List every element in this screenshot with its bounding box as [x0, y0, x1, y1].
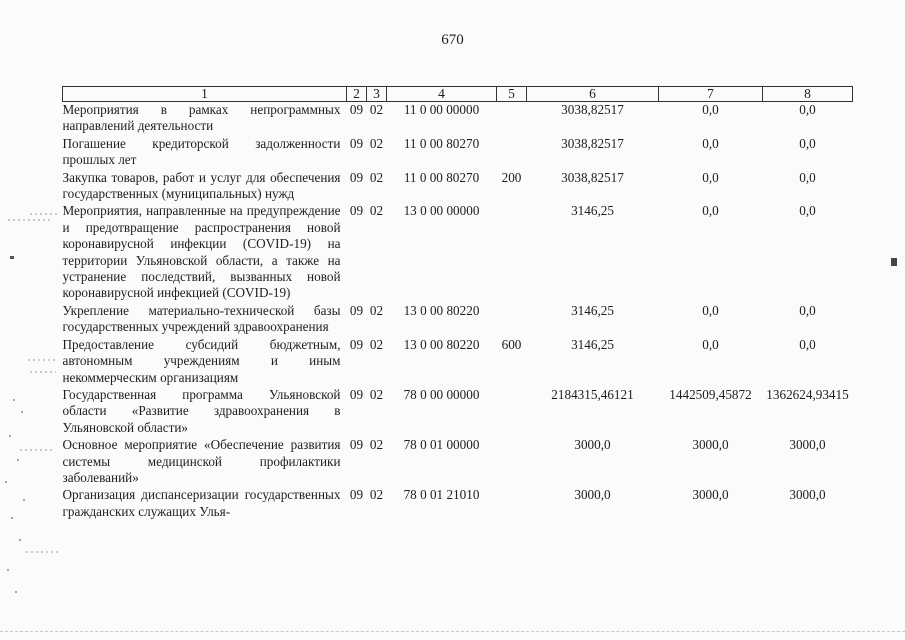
- cell-c6: 3000,0: [574, 487, 611, 503]
- cell-c8: 0,0: [799, 302, 816, 318]
- row-description: Основное мероприятие «Обеспечение развития системы медицинской профилактики заболеваний»: [62, 437, 341, 485]
- cell-c3: 02: [369, 203, 384, 219]
- column-header: 5: [497, 87, 527, 102]
- cell-c8: 0,0: [799, 203, 816, 219]
- row-description: Мероприятия, направленные на предупреждение и предотвращение распространения новой коронавирусной инфекции (COVID-19) на территории Ульяновской области, а также на устранение последствий, вызванных новой коронавирусной инфекцией (COVID-19): [62, 203, 341, 301]
- cell-c5: 200: [501, 169, 522, 185]
- row-description: Закупка товаров, работ и услуг для обеспечения государственных (муниципальных) нужд: [62, 169, 341, 202]
- scan-artifact-bottom: [0, 631, 905, 634]
- scan-artifact-left: [0, 200, 60, 620]
- page-number: 670: [441, 32, 464, 48]
- cell-c3: 02: [369, 437, 384, 453]
- cell-c2: 09: [349, 336, 364, 352]
- cell-c8: 1362624,93415: [766, 386, 849, 402]
- cell-c2: 09: [349, 302, 364, 318]
- cell-c7: 0,0: [702, 102, 719, 117]
- cell-c6: 3146,25: [571, 203, 614, 219]
- cell-c2: 09: [349, 487, 364, 503]
- cell-c5: [497, 136, 527, 170]
- row-description: Организация диспансеризации государственных гражданских служащих Улья-: [62, 487, 341, 519]
- cell-c5: [497, 437, 527, 487]
- row-description: Государственная программа Ульяновской области «Развитие здравоохранения в Ульяновской области»: [62, 386, 341, 435]
- row-description: Предоставление субсидий бюджетным, автономным учреждениям и иным некоммерческим организациям: [62, 336, 341, 385]
- cell-c6: 3038,82517: [561, 135, 624, 151]
- column-header: 1: [63, 87, 347, 102]
- cell-c4: 13 0 00 00000: [403, 203, 480, 219]
- cell-c6: 3038,82517: [561, 169, 624, 185]
- cell-c8: 0,0: [799, 169, 816, 185]
- cell-c2: 09: [349, 203, 364, 219]
- cell-c7: 0,0: [702, 336, 719, 352]
- cell-c7: 0,0: [702, 302, 719, 318]
- column-header: 2: [347, 87, 367, 102]
- cell-c5: [497, 303, 527, 337]
- cell-c8: 0,0: [799, 336, 816, 352]
- row-description: Укрепление материально-технической базы государственных учреждений здравоохранения: [62, 302, 341, 335]
- cell-c2: 09: [349, 135, 364, 151]
- table-row: [63, 387, 853, 437]
- table-row: [63, 303, 853, 337]
- cell-c7: 3000,0: [692, 437, 729, 453]
- cell-c7: 0,0: [702, 135, 719, 151]
- cell-c5: [497, 387, 527, 437]
- cell-c4: 11 0 00 00000: [403, 102, 480, 117]
- cell-c4: 13 0 00 80220: [403, 302, 480, 318]
- cell-c3: 02: [369, 487, 384, 503]
- table-row: [63, 487, 853, 521]
- cell-c2: 09: [349, 169, 364, 185]
- cell-c3: 02: [369, 302, 384, 318]
- cell-c4: 11 0 00 80270: [403, 135, 480, 151]
- cell-c4: 13 0 00 80220: [403, 336, 480, 352]
- cell-c6: 3038,82517: [561, 102, 624, 117]
- cell-c6: 3000,0: [574, 437, 611, 453]
- cell-c7: 3000,0: [692, 487, 729, 503]
- row-description: Погашение кредиторской задолженности прошлых лет: [62, 135, 341, 168]
- column-header: 4: [387, 87, 497, 102]
- cell-c5: [497, 487, 527, 521]
- cell-c8: 3000,0: [789, 437, 826, 453]
- column-header: 3: [367, 87, 387, 102]
- cell-c6: 3146,25: [571, 336, 614, 352]
- cell-c6: 2184315,46121: [551, 386, 634, 402]
- cell-c3: 02: [369, 135, 384, 151]
- cell-c8: 3000,0: [789, 487, 826, 503]
- header-row: [63, 87, 853, 102]
- cell-c7: 1442509,45872: [669, 386, 752, 402]
- row-description: Мероприятия в рамках непрограммных направлений деятельности: [62, 102, 341, 134]
- cell-c3: 02: [369, 336, 384, 352]
- cell-c7: 0,0: [702, 203, 719, 219]
- cell-c5: [497, 203, 527, 302]
- table-row: [63, 203, 853, 302]
- table-body: [63, 102, 853, 522]
- cell-c5: [497, 102, 527, 136]
- cell-c2: 09: [349, 386, 364, 402]
- column-header: 8: [763, 87, 853, 102]
- cell-c3: 02: [369, 386, 384, 402]
- cell-c7: 0,0: [702, 169, 719, 185]
- cell-c6: 3146,25: [571, 302, 614, 318]
- table-row: [63, 102, 853, 136]
- cell-c8: 0,0: [799, 102, 816, 117]
- cell-c3: 02: [369, 102, 384, 117]
- column-header: 7: [659, 87, 763, 102]
- cell-c5: 600: [501, 336, 522, 352]
- cell-c2: 09: [349, 102, 364, 117]
- cell-c4: 78 0 01 21010: [403, 487, 480, 503]
- cell-c4: 78 0 01 00000: [403, 437, 480, 453]
- cell-c2: 09: [349, 437, 364, 453]
- cell-c3: 02: [369, 169, 384, 185]
- column-header: 6: [527, 87, 659, 102]
- table-row: [63, 136, 853, 170]
- cell-c4: 11 0 00 80270: [403, 169, 480, 185]
- table-row: [63, 170, 853, 204]
- table-row: [63, 337, 853, 387]
- table-row: [63, 437, 853, 487]
- scan-artifact-right: [891, 258, 897, 266]
- cell-c8: 0,0: [799, 135, 816, 151]
- cell-c4: 78 0 00 00000: [403, 386, 480, 402]
- budget-table: [62, 86, 853, 521]
